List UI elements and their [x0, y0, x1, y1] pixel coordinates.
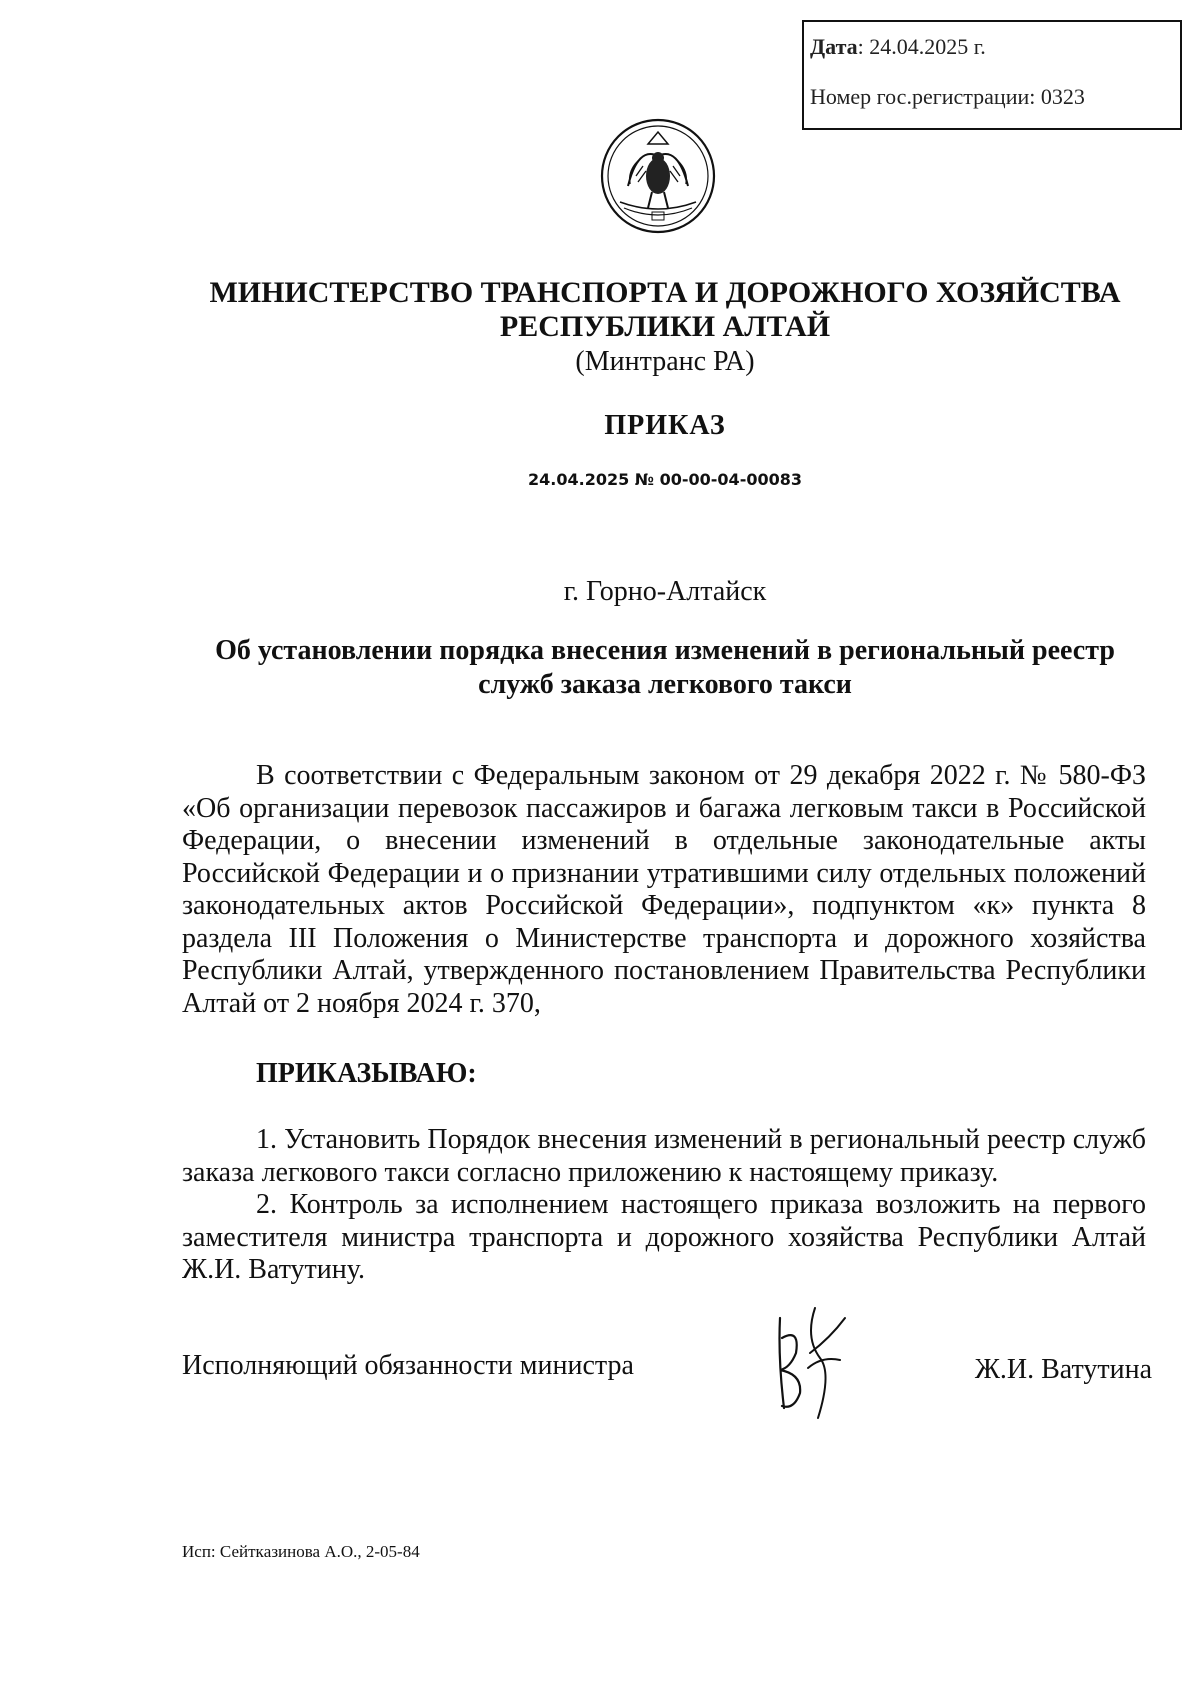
- document-title: [180, 634, 1150, 702]
- handwritten-signature: [760, 1298, 860, 1433]
- registration-number-line: [810, 86, 1180, 136]
- ministry-name-line2: РЕСПУБЛИКИ АЛТАЙ: [499, 310, 831, 343]
- preamble-paragraph: В соответствии с Федеральным законом от 29 декабря 2022 г. № 580-ФЗ «Об организации перевозок пассажиров и багажа легковым такси в Российской Федерации, о внесении изменений в отдельные законодательные акты Российской Федерации и о признании утратившими силу отдельных положений законодательных актов Российской Федерации», подпунктом «к» пункта 8 раздела III Положения о Министерстве транспорта и дорожного хозяйства Республики Алтай, утвержденного постановлением Правительства Республики Алтай от 2 ноября 2024 г. 370,: [182, 760, 1146, 1019]
- signer-position: Исполняющий обязанности министра: [182, 1350, 634, 1381]
- registration-date-value: : 24.04.2025 г.: [857, 34, 986, 59]
- registration-date-label: Дата: [810, 34, 858, 59]
- registration-number-value: : 0323: [1029, 84, 1085, 109]
- signer-name: Ж.И. Ватутина: [974, 1354, 1152, 1385]
- order-item: 2. Контроль за исполнением настоящего приказа возложить на первого заместителя министра транспорта и дорожного хозяйства Республики Алтай Ж.И. Ватутину.: [182, 1189, 1146, 1285]
- document-type: ПРИКАЗ: [604, 410, 726, 441]
- city-name: г. Горно-Алтайск: [563, 576, 767, 607]
- ministry-short-name: (Минтранс РА): [575, 346, 755, 377]
- ministry-name-line1: МИНИСТЕРСТВО ТРАНСПОРТА И ДОРОЖНОГО ХОЗЯЙСТВА: [209, 276, 1121, 309]
- document-number: 24.04.2025 № 00-00-04-00083: [528, 470, 802, 489]
- registration-stamp: [802, 20, 1182, 130]
- order-items: [182, 1124, 1146, 1287]
- registration-date-line: [810, 36, 1180, 86]
- executor-note: Исп: Сейткaзинова А.О., 2-05-84: [182, 1542, 420, 1561]
- registration-number-label: Номер гос.регистрации: [810, 84, 1030, 109]
- ministry-name: [0, 276, 1200, 344]
- coat-of-arms-emblem: [598, 116, 718, 236]
- document-title-line1: Об установлении порядка внесения изменений в региональный реестр: [215, 635, 1115, 666]
- document-title-line2: служб заказа легкового такси: [478, 669, 852, 700]
- order-heading: ПРИКАЗЫВАЮ:: [256, 1058, 477, 1089]
- order-item: 1. Установить Порядок внесения изменений в региональный реестр служб заказа легкового такси согласно приложению к настоящему приказу.: [182, 1124, 1146, 1188]
